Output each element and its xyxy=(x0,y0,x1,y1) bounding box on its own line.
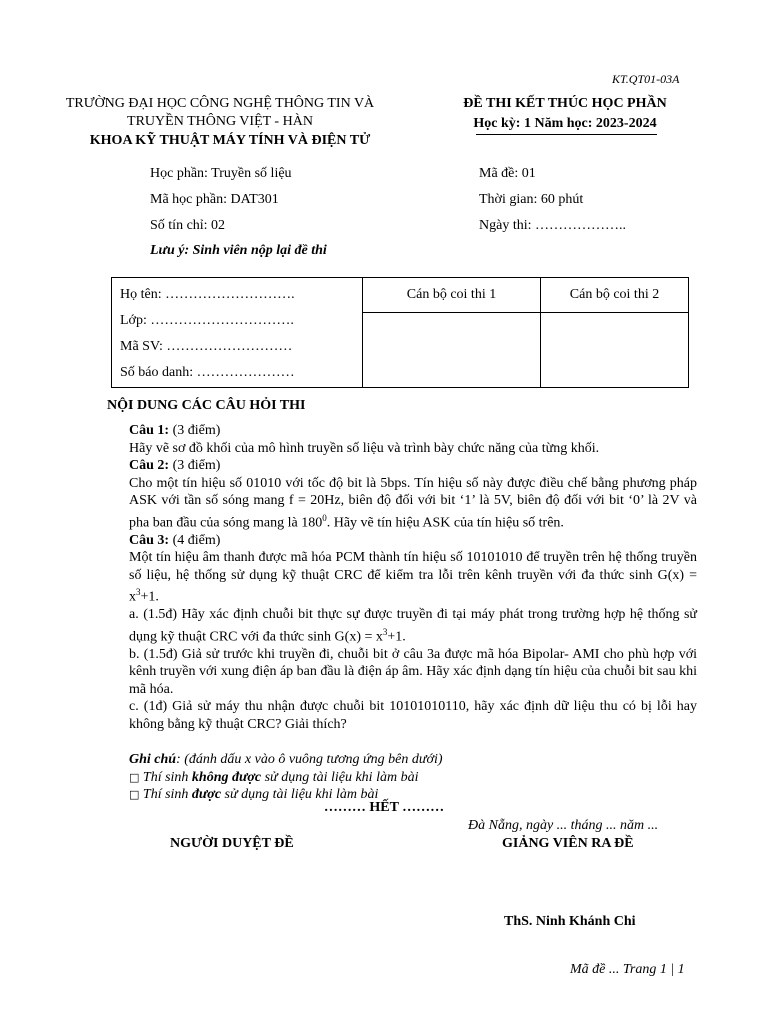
place-and-date: Đà Nẵng, ngày ... tháng ... năm ... xyxy=(468,818,659,833)
question3b-text: b. (1.5đ) Giả sử trước khi truyền đi, chuỗi bit ở câu 3a được mã hóa Bipolar- AMI cho phù hợp với kênh truyền với xung điện áp ban đầu là điện áp âm. Hãy xác định dạng tín hiệu của chuỗi bit sau khi mã hóa. xyxy=(129,646,697,697)
question3a-text xyxy=(129,606,697,646)
faculty-name: KHOA KỸ THUẬT MÁY TÍNH VÀ ĐIỆN TỬ xyxy=(89,133,371,148)
lecturer-name: ThS. Ninh Khánh Chi xyxy=(504,914,636,929)
reviewer-title: NGƯỜI DUYỆT ĐỀ xyxy=(170,836,294,851)
section-title: NỘI DUNG CÁC CÂU HỎI THI xyxy=(107,398,306,413)
notes-option-no-materials xyxy=(129,769,697,787)
student-id-field: Mã SV: ……………………… xyxy=(120,339,293,354)
exam-code: Mã đề: 01 xyxy=(479,166,536,181)
question3-superscript: 3 xyxy=(136,587,141,598)
question2-text-main: Cho một tín hiệu số 01010 với tốc độ bit là 5bps. Tín hiệu số này được điều chế bằng phương pháp ASK với tần số sóng mang f = 20Hz, biên độ đối với bit ‘1’ là 5V, biên độ đối với bit ‘0’ là 2V và pha ban đầu của sóng mang là 180 xyxy=(129,475,697,531)
option1-text-b: sử dụng tài liệu khi làm bài xyxy=(261,769,419,785)
student-info-cell xyxy=(112,278,363,388)
option2-text-a: Thí sinh xyxy=(139,787,192,803)
course-code: Mã học phần: DAT301 xyxy=(150,192,279,207)
option2-bold: được xyxy=(191,787,222,803)
checkbox-icon[interactable]: □ xyxy=(129,770,140,784)
question3-text-main: Một tín hiệu âm thanh được mã hóa PCM thành tín hiệu số 10101010 để truyền trên hệ thống truyền số liệu, hệ thống sử dụng kỹ thuật CRC để kiểm tra lỗi trên kênh truyền với đa thức sinh G(x) = x xyxy=(129,550,697,605)
question3-text xyxy=(129,549,697,606)
question3a-text-main: a. (1.5đ) Hãy xác định chuỗi bit thực sự được truyền đi tại máy phát trong trường hợp hệ thống sử dụng kỹ thuật CRC với đa thức sinh G(x) = x xyxy=(129,607,697,645)
university-name-line1: TRƯỜNG ĐẠI HỌC CÔNG NGHỆ THÔNG TIN VÀ xyxy=(65,96,375,111)
semester-year: Học kỳ: 1 Năm học: 2023-2024 xyxy=(473,116,657,131)
question1-text: Hãy vẽ sơ đồ khối của mô hình truyền số liệu và trình bày chức năng của từng khối. xyxy=(129,440,600,456)
page-footer: Mã đề ... Trang 1 | 1 xyxy=(570,962,685,977)
notes-heading xyxy=(129,751,697,769)
proctor1-header: Cán bộ coi thi 1 xyxy=(363,278,541,313)
student-class-field: Lớp: …………………………. xyxy=(120,313,294,328)
question2-text-end: . Hãy vẽ tín hiệu ASK của tín hiệu số trên. xyxy=(326,515,564,531)
question1-heading xyxy=(129,422,697,440)
proctor1-signature-cell xyxy=(363,313,541,388)
proctor2-signature-cell xyxy=(541,313,689,388)
submit-note-label: Lưu ý: xyxy=(150,243,190,258)
question2-superscript: 0 xyxy=(322,512,327,523)
question3-points: (4 điểm) xyxy=(169,532,221,548)
option1-text-a: Thí sinh xyxy=(139,769,192,785)
notes-label: Ghi chú xyxy=(129,752,177,768)
submit-note-text: Sinh viên nộp lại đề thi xyxy=(189,243,327,258)
university-name-line2: TRUYỀN THÔNG VIỆT - HÀN xyxy=(127,114,313,129)
questions-content xyxy=(129,422,697,804)
question2-points: (3 điểm) xyxy=(169,458,221,473)
document-code: KT.QT01-03A xyxy=(612,72,680,86)
checkbox-icon[interactable]: □ xyxy=(129,788,140,802)
question1-label: Câu 1: xyxy=(129,423,170,438)
seat-number-field: Số báo danh: ………………… xyxy=(120,365,295,380)
course-credits: Số tín chỉ: 02 xyxy=(150,218,226,233)
proctor2-header: Cán bộ coi thi 2 xyxy=(541,278,689,313)
question3-label: Câu 3: xyxy=(129,532,170,548)
question1-points: (3 điểm) xyxy=(169,423,221,438)
question2-label: Câu 2: xyxy=(129,458,170,473)
student-name-field: Họ tên: ………………………. xyxy=(120,287,295,302)
question3a-superscript: 3 xyxy=(382,626,388,637)
question3c-text: c. (1đ) Giả sử máy thu nhận được chuỗi bit 10101010110, hãy xác định dữ liệu thu có bị lỗi hay không bằng kỹ thuật CRC? Giải thích? xyxy=(129,699,697,732)
student-info-table xyxy=(111,277,689,388)
question3-heading xyxy=(129,532,697,550)
exam-title: ĐỀ THI KẾT THÚC HỌC PHẦN xyxy=(463,96,667,111)
course-name: Học phần: Truyền số liệu xyxy=(150,166,292,181)
submit-note xyxy=(150,243,327,260)
option1-bold: không được xyxy=(191,769,262,785)
end-marker: ……… HẾT ……… xyxy=(323,800,445,815)
option2-text-b: sử dụng tài liệu khi làm bài xyxy=(221,787,379,803)
question2-text xyxy=(129,475,697,532)
question3-text-end: +1. xyxy=(140,589,159,605)
question3a-text-end: +1. xyxy=(387,629,406,645)
question2-heading xyxy=(129,457,697,475)
exam-duration: Thời gian: 60 phút xyxy=(479,192,584,207)
lecturer-title: GIẢNG VIÊN RA ĐỀ xyxy=(502,836,634,851)
header-underline xyxy=(476,134,657,135)
exam-date: Ngày thi: ……………….. xyxy=(479,218,626,233)
notes-instruction: : (đánh dấu x vào ô vuông tương ứng bên dưới) xyxy=(176,752,443,768)
